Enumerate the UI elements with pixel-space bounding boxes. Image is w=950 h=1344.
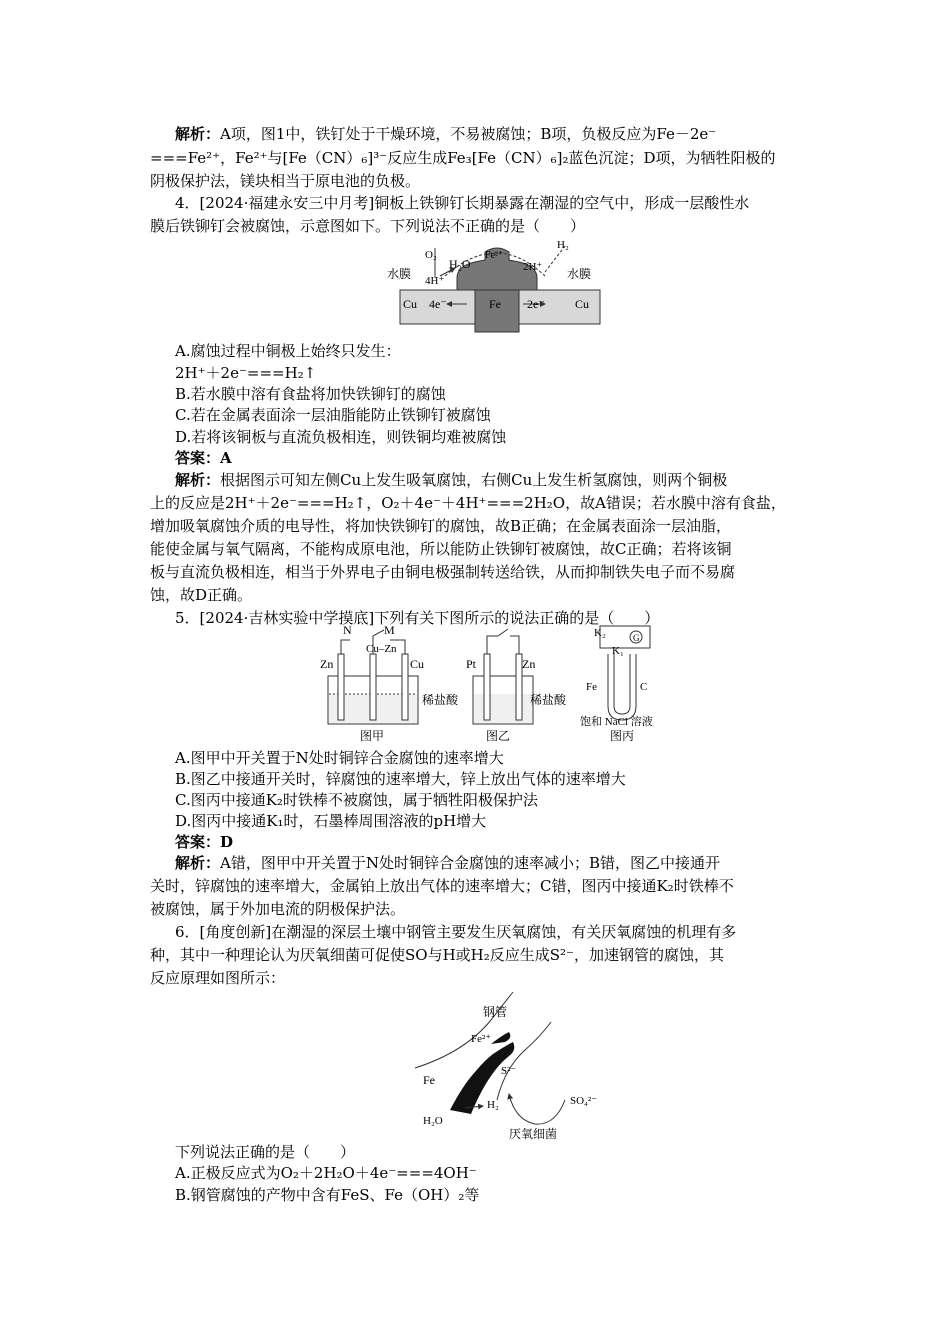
q4-option-a2: 2H⁺＋2e⁻===H₂↑ [175, 364, 317, 382]
q4-fig-fe: Fe [489, 297, 501, 311]
q6-fig-h2: H₂ [487, 1099, 499, 1111]
q5-analysis-line1: 解析：A错，图甲中开关置于N处时铜锌合金腐蚀的速率减小；B错，图乙中接通开 [175, 854, 720, 872]
q4-rivet-diagram [387, 238, 605, 336]
q6-fig-fe2: Fe²⁺ [471, 1033, 492, 1045]
q4-option-a1: A.腐蚀过程中铜极上始终只发生： [175, 342, 401, 360]
q5-fig-acid1: 稀盐酸 [422, 693, 459, 707]
q4-analysis-line2: 上的反应是2H⁺＋2e⁻===H₂↑，O₂＋4e⁻＋4H⁺===2H₂O，故A错误；若水膜中溶有食盐， [150, 494, 786, 512]
q3-analysis-line2: ===Fe²⁺，Fe²⁺与[Fe（CN）₆]³⁻反应生成Fe₃[Fe（CN）₆]₂蓝色沉淀；D项，为牺牲阳极的 [150, 149, 776, 167]
q4-fig-h2o: H₂O [449, 257, 471, 271]
q3-analysis-line1: 解析：A项，图1中，铁钉处于干燥环境，不易被腐蚀；B项，负极反应为Fe－2e⁻ [175, 125, 717, 143]
q4-stem-line2: 膜后铁铆钉会被腐蚀，示意图如下。下列说法不正确的是（ ） [150, 217, 586, 235]
q5-analysis-line3: 被腐蚀，属于外加电流的阴极保护法。 [150, 900, 406, 918]
q5-option-a: A.图甲中开关置于N处时铜锌合金腐蚀的速率增大 [175, 749, 504, 767]
q4-analysis-line4: 能使金属与氧气隔离，不能构成原电池，所以能防止铁铆钉被腐蚀，故C正确；若将该铜 [150, 540, 732, 558]
q6-question: 下列说法正确的是（ ） [175, 1143, 356, 1161]
q6-option-a: A.正极反应式为O₂＋2H₂O＋4e⁻===4OH⁻ [175, 1164, 477, 1182]
q4-option-c: C.若在金属表面涂一层油脂能防止铁铆钉被腐蚀 [175, 406, 491, 424]
q6-stem-line3: 反应原理如图所示： [150, 969, 286, 987]
q5-option-b: B.图乙中接通开关时，锌腐蚀的速率增大，锌上放出气体的速率增大 [175, 770, 626, 788]
q6-stem-line1: 6．[角度创新]在潮湿的深层土壤中钢管主要发生厌氧腐蚀，有关厌氧腐蚀的机理有多 [175, 923, 737, 941]
q5-fig-cu: Cu [410, 657, 425, 671]
q4-answer: 答案：A [175, 449, 232, 467]
q4-option-b: B.若水膜中溶有食盐将加快铁铆钉的腐蚀 [175, 385, 446, 403]
q3-analysis-line3: 阴极保护法，镁块相当于原电池的负极。 [150, 172, 421, 190]
q5-fig-g: G [633, 633, 640, 643]
q5-fig-nacl: 饱和 NaCl 溶液 [580, 716, 653, 728]
q5-fig-zn2: Zn [522, 657, 536, 671]
q6-fig-fe: Fe [423, 1073, 435, 1087]
q6-corrosion-diagram [405, 990, 605, 1140]
q4-analysis-line5: 板与直流负极相连，相当于外界电子由铜电极强制转送给铁，从而抑制铁失电子而不易腐 [150, 563, 736, 581]
q4-fig-4h: 4H⁺ [425, 275, 445, 287]
q6-stem-line2: 种，其中一种理论认为厌氧细菌可促使SO与H或H₂反应生成S²⁻，加速钢管的腐蚀，其 [150, 946, 724, 964]
q4-fig-fe2: Fe²⁺ [485, 250, 504, 261]
q4-fig-2e: 2e⁻ [527, 297, 545, 311]
q4-analysis-line6: 蚀，故D正确。 [150, 586, 253, 604]
q4-fig-water-left: 水膜 [387, 267, 412, 281]
q5-fig-cap1: 图甲 [360, 729, 385, 743]
q4-fig-2h: 2H⁺ [523, 261, 543, 273]
q5-stem: 5．[2024·吉林实验中学摸底]下列有关下图所示的说法正确的是（ ） [175, 609, 660, 627]
q6-fig-pipe: 钢管 [483, 1005, 508, 1019]
q6-fig-so4: SO₄²⁻ [570, 1095, 598, 1107]
q5-fig-pt: Pt [466, 657, 477, 671]
q4-fig-cu-left: Cu [403, 297, 418, 311]
q5-option-d: D.图丙中接通K₁时，石墨棒周围溶液的pH增大 [175, 812, 487, 830]
q6-fig-h2o: H₂O [423, 1115, 443, 1127]
q4-fig-o2: O₂ [425, 249, 437, 261]
q4-analysis-line3: 增加吸氧腐蚀介质的电导性，将加快铁铆钉的腐蚀，故B正确；在金属表面涂一层油脂， [150, 517, 732, 535]
q4-option-d: D.若将该铜板与直流负极相连，则铁铜均难被腐蚀 [175, 428, 507, 446]
q4-analysis-line1: 解析：根据图示可知左侧Cu上发生吸氧腐蚀，右侧Cu上发生析氢腐蚀，则两个铜极 [175, 471, 728, 489]
q5-fig-c: C [640, 681, 648, 693]
q5-fig-acid2: 稀盐酸 [530, 693, 567, 707]
q5-analysis-line2: 关时，锌腐蚀的速率增大，金属铂上放出气体的速率增大；C错，图丙中接通K₂时铁棒不 [150, 877, 734, 895]
q5-fig-fe: Fe [586, 681, 597, 693]
q6-fig-s2: S²⁻ [501, 1065, 517, 1077]
q5-fig-cap3: 图丙 [610, 729, 635, 743]
q5-fig-k2: K₂ [594, 627, 606, 639]
q4-fig-water-right: 水膜 [567, 267, 592, 281]
q6-option-b: B.钢管腐蚀的产物中含有FeS、Fe（OH）₂等 [175, 1186, 480, 1204]
q4-fig-h2: H₂ [557, 239, 569, 251]
q5-fig-k1: K₁ [612, 645, 624, 657]
q5-figures [318, 624, 688, 744]
q5-fig-cap2: 图乙 [486, 729, 511, 743]
q4-fig-cu-right: Cu [575, 297, 590, 311]
q5-option-c: C.图丙中接通K₂时铁棒不被腐蚀，属于牺牲阳极保护法 [175, 791, 538, 809]
q4-stem-line1: 4．[2024·福建永安三中月考]铜板上铁铆钉长期暴露在潮湿的空气中，形成一层酸性水 [175, 194, 750, 212]
q5-fig-n: N [343, 623, 352, 637]
q5-fig-m: M [384, 623, 395, 637]
q6-fig-bacteria: 厌氧细菌 [509, 1127, 558, 1141]
q5-answer: 答案：D [175, 833, 234, 851]
q4-fig-4e: 4e⁻ [429, 297, 447, 311]
q5-fig-cuzn: Cu–Zn [366, 643, 397, 655]
q5-fig-zn1: Zn [320, 657, 334, 671]
